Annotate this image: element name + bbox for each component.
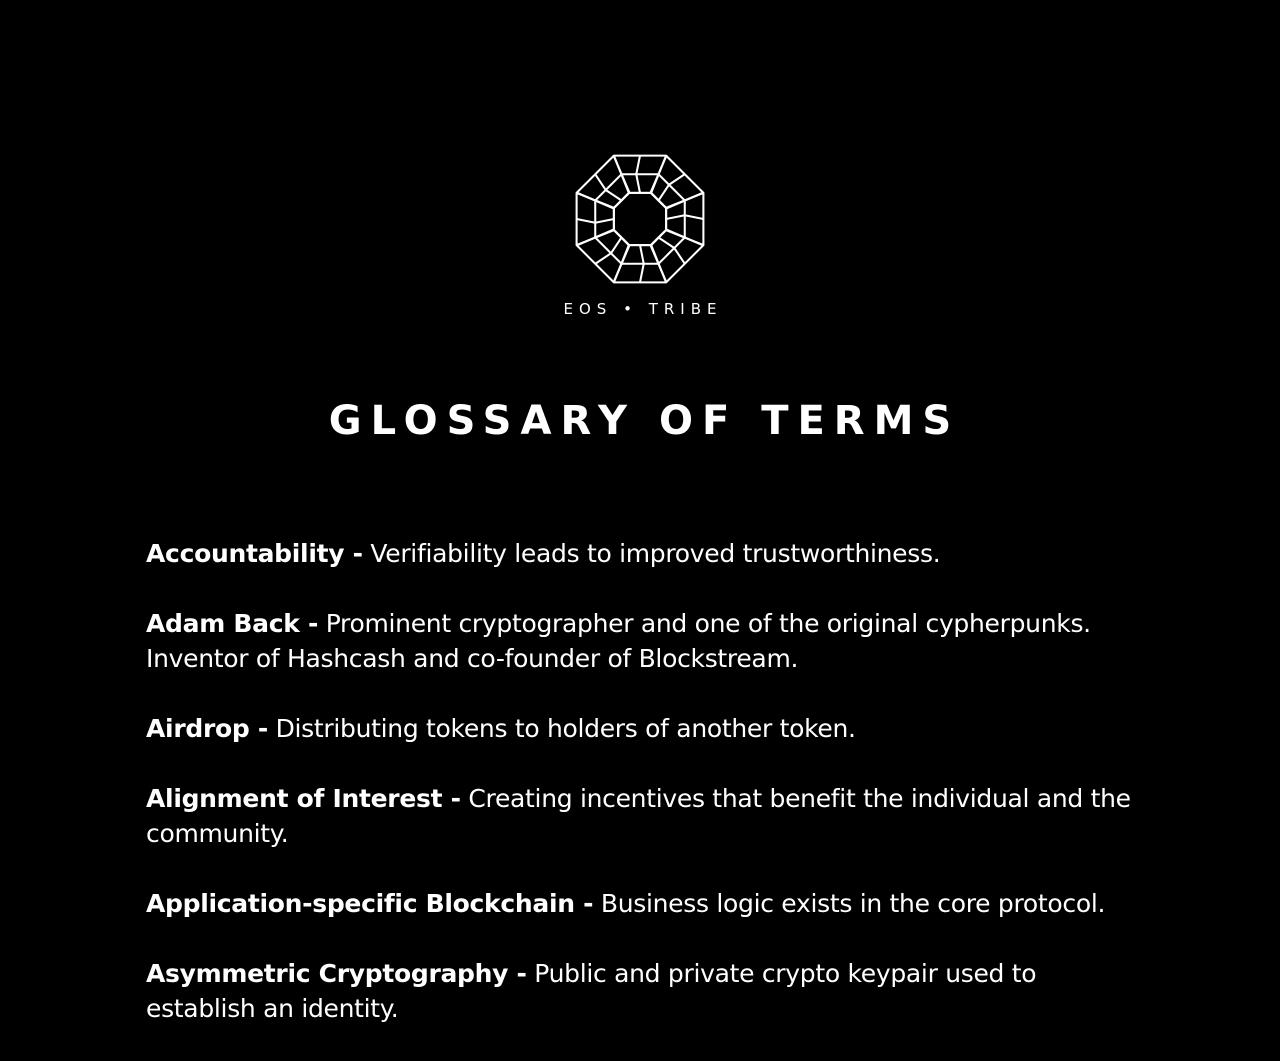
page-title: GLOSSARY OF TERMS	[328, 398, 961, 444]
glossary-definition: Prominent cryptographer and one of the original cypherpunks. Inventor of Hashcash and co-founder of Blockstream.	[146, 609, 1091, 673]
glossary-list	[146, 536, 1146, 1061]
glossary-definition: Business logic exists in the core protocol.	[600, 889, 1106, 918]
glossary-entry-application-specific-blockchain	[146, 886, 1146, 921]
eos-tribe-octagon-icon	[567, 150, 713, 288]
glossary-term: Adam Back -	[146, 609, 319, 638]
glossary-term: Airdrop -	[146, 714, 268, 743]
glossary-entry-adam-back	[146, 606, 1146, 676]
glossary-entry-airdrop	[146, 711, 1146, 746]
glossary-definition: Verifiability leads to improved trustworthiness.	[370, 539, 941, 568]
glossary-definition: Public and private crypto keypair used to establish an identity.	[146, 959, 1037, 1023]
glossary-entry-asymmetric-cryptography	[146, 956, 1146, 1026]
glossary-definition: Distributing tokens to holders of another token.	[275, 714, 856, 743]
glossary-entry-accountability	[146, 536, 1146, 571]
glossary-term: Asymmetric Cryptography -	[146, 959, 527, 988]
glossary-term: Accountability -	[146, 539, 363, 568]
glossary-definition: Creating incentives that benefit the individual and the community.	[146, 784, 1131, 848]
glossary-entry-alignment-of-interest	[146, 781, 1146, 851]
brand-wordmark: EOS • TRIBE	[563, 300, 723, 318]
brand-logo	[0, 150, 1280, 318]
glossary-term: Alignment of Interest -	[146, 784, 461, 813]
glossary-term: Application-specific Blockchain -	[146, 889, 594, 918]
